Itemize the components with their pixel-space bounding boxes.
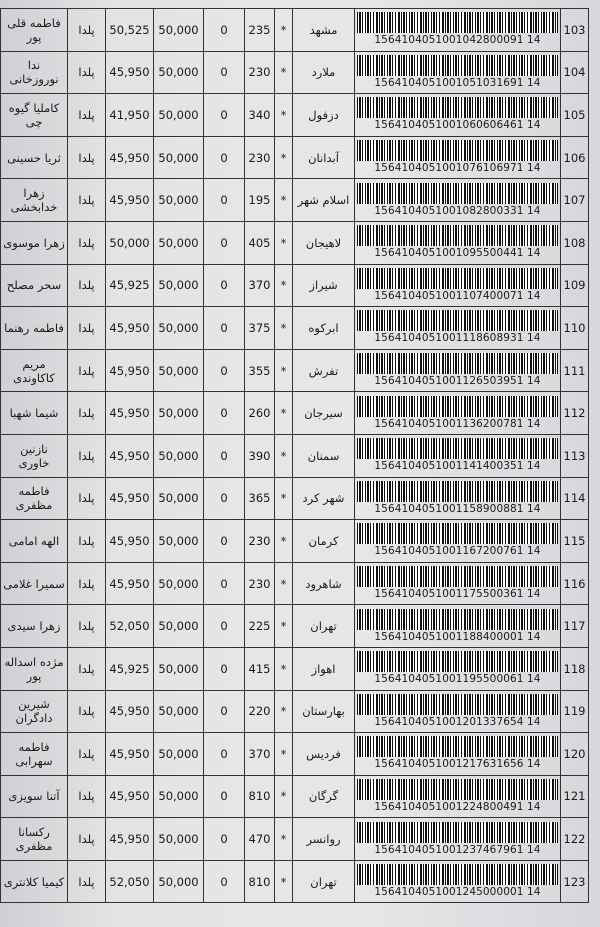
barcode-image bbox=[357, 97, 558, 118]
fee-amount: 50,000 bbox=[154, 136, 204, 179]
table-row bbox=[1, 647, 589, 690]
destination-city: دزفول bbox=[293, 94, 355, 137]
asterisk-mark: * bbox=[275, 860, 293, 903]
barcode-cell bbox=[355, 51, 561, 94]
total-amount: 50,000 bbox=[106, 221, 154, 264]
weight: 230 bbox=[245, 51, 275, 94]
total-amount: 45,950 bbox=[106, 690, 154, 733]
asterisk-mark: * bbox=[275, 221, 293, 264]
tracking-code: 1564104051001195500061 14 bbox=[374, 673, 541, 686]
tracking-code: 1564104051001136200781 14 bbox=[374, 417, 541, 430]
tracking-code: 1564104051001107400071 14 bbox=[374, 289, 541, 302]
barcode-image bbox=[357, 225, 558, 246]
fee-amount: 50,000 bbox=[154, 562, 204, 605]
barcode-cell bbox=[355, 690, 561, 733]
table-row bbox=[1, 477, 589, 520]
table-row bbox=[1, 307, 589, 350]
total-amount: 50,525 bbox=[106, 9, 154, 52]
service-type: پلدا bbox=[68, 392, 106, 435]
barcode-image bbox=[357, 694, 558, 715]
total-amount: 45,950 bbox=[106, 477, 154, 520]
destination-city: روانسر bbox=[293, 818, 355, 861]
destination-city: فردیس bbox=[293, 733, 355, 776]
service-type: پلدا bbox=[68, 9, 106, 52]
barcode-image bbox=[357, 864, 558, 885]
barcode-cell bbox=[355, 562, 561, 605]
recipient-name: سمیرا غلامی bbox=[1, 562, 68, 605]
weight: 230 bbox=[245, 136, 275, 179]
total-amount: 45,950 bbox=[106, 434, 154, 477]
table-row bbox=[1, 264, 589, 307]
extra-amount: 0 bbox=[204, 520, 245, 563]
destination-city: اهواز bbox=[293, 647, 355, 690]
service-type: پلدا bbox=[68, 221, 106, 264]
table-row bbox=[1, 179, 589, 222]
barcode-cell bbox=[355, 9, 561, 52]
service-type: پلدا bbox=[68, 605, 106, 648]
row-number: 103 bbox=[561, 9, 589, 52]
service-type: پلدا bbox=[68, 520, 106, 563]
weight: 355 bbox=[245, 349, 275, 392]
recipient-name: زهرا خدابخشی bbox=[1, 179, 68, 222]
service-type: پلدا bbox=[68, 179, 106, 222]
total-amount: 45,950 bbox=[106, 775, 154, 818]
table-row bbox=[1, 605, 589, 648]
weight: 230 bbox=[245, 562, 275, 605]
table-row bbox=[1, 434, 589, 477]
row-number: 122 bbox=[561, 818, 589, 861]
tracking-code: 1564104051001095500441 14 bbox=[374, 247, 541, 260]
asterisk-mark: * bbox=[275, 690, 293, 733]
table-row bbox=[1, 562, 589, 605]
barcode-image bbox=[357, 481, 558, 502]
destination-city: کرمان bbox=[293, 520, 355, 563]
extra-amount: 0 bbox=[204, 392, 245, 435]
barcode-cell bbox=[355, 733, 561, 776]
row-number: 108 bbox=[561, 221, 589, 264]
barcode-cell bbox=[355, 775, 561, 818]
destination-city: بهارستان bbox=[293, 690, 355, 733]
tracking-code: 1564104051001175500361 14 bbox=[374, 588, 541, 601]
barcode-image bbox=[357, 55, 558, 76]
total-amount: 45,950 bbox=[106, 818, 154, 861]
barcode-cell bbox=[355, 818, 561, 861]
asterisk-mark: * bbox=[275, 392, 293, 435]
barcode-cell bbox=[355, 264, 561, 307]
tracking-code: 1564104051001141400351 14 bbox=[374, 460, 541, 473]
row-number: 107 bbox=[561, 179, 589, 222]
extra-amount: 0 bbox=[204, 605, 245, 648]
service-type: پلدا bbox=[68, 818, 106, 861]
row-number: 116 bbox=[561, 562, 589, 605]
service-type: پلدا bbox=[68, 307, 106, 350]
fee-amount: 50,000 bbox=[154, 733, 204, 776]
barcode-cell bbox=[355, 860, 561, 903]
total-amount: 45,950 bbox=[106, 307, 154, 350]
asterisk-mark: * bbox=[275, 562, 293, 605]
fee-amount: 50,000 bbox=[154, 434, 204, 477]
table-row bbox=[1, 51, 589, 94]
destination-city: ابرکوه bbox=[293, 307, 355, 350]
recipient-name: کاملیا گیوه چی bbox=[1, 94, 68, 137]
extra-amount: 0 bbox=[204, 94, 245, 137]
barcode-image bbox=[357, 438, 558, 459]
asterisk-mark: * bbox=[275, 264, 293, 307]
tracking-code: 1564104051001051031691 14 bbox=[374, 76, 541, 89]
fee-amount: 50,000 bbox=[154, 520, 204, 563]
barcode-cell bbox=[355, 477, 561, 520]
destination-city: مشهد bbox=[293, 9, 355, 52]
table-row bbox=[1, 9, 589, 52]
destination-city: شاهرود bbox=[293, 562, 355, 605]
total-amount: 45,925 bbox=[106, 264, 154, 307]
fee-amount: 50,000 bbox=[154, 179, 204, 222]
asterisk-mark: * bbox=[275, 520, 293, 563]
asterisk-mark: * bbox=[275, 818, 293, 861]
row-number: 121 bbox=[561, 775, 589, 818]
total-amount: 45,925 bbox=[106, 647, 154, 690]
barcode-image bbox=[357, 268, 558, 289]
asterisk-mark: * bbox=[275, 307, 293, 350]
weight: 365 bbox=[245, 477, 275, 520]
table-row bbox=[1, 136, 589, 179]
recipient-name: آتنا سویزی bbox=[1, 775, 68, 818]
destination-city: سیرجان bbox=[293, 392, 355, 435]
recipient-name: مژده اسداله پور bbox=[1, 647, 68, 690]
barcode-cell bbox=[355, 605, 561, 648]
table-row bbox=[1, 349, 589, 392]
table-row bbox=[1, 775, 589, 818]
fee-amount: 50,000 bbox=[154, 690, 204, 733]
total-amount: 52,050 bbox=[106, 605, 154, 648]
barcode-image bbox=[357, 396, 558, 417]
weight: 260 bbox=[245, 392, 275, 435]
row-number: 120 bbox=[561, 733, 589, 776]
weight: 340 bbox=[245, 94, 275, 137]
table-row bbox=[1, 818, 589, 861]
row-number: 104 bbox=[561, 51, 589, 94]
table-row bbox=[1, 392, 589, 435]
total-amount: 45,950 bbox=[106, 349, 154, 392]
barcode-image bbox=[357, 353, 558, 374]
fee-amount: 50,000 bbox=[154, 477, 204, 520]
fee-amount: 50,000 bbox=[154, 647, 204, 690]
recipient-name: شیرین دادگران bbox=[1, 690, 68, 733]
barcode-cell bbox=[355, 179, 561, 222]
asterisk-mark: * bbox=[275, 94, 293, 137]
fee-amount: 50,000 bbox=[154, 605, 204, 648]
row-number: 109 bbox=[561, 264, 589, 307]
row-number: 112 bbox=[561, 392, 589, 435]
row-number: 117 bbox=[561, 605, 589, 648]
extra-amount: 0 bbox=[204, 307, 245, 350]
tracking-code: 1564104051001060606461 14 bbox=[374, 119, 541, 132]
table-row bbox=[1, 520, 589, 563]
fee-amount: 50,000 bbox=[154, 264, 204, 307]
total-amount: 45,950 bbox=[106, 136, 154, 179]
asterisk-mark: * bbox=[275, 605, 293, 648]
tracking-code: 1564104051001201337654 14 bbox=[374, 715, 541, 728]
service-type: پلدا bbox=[68, 136, 106, 179]
total-amount: 52,050 bbox=[106, 860, 154, 903]
barcode-cell bbox=[355, 349, 561, 392]
service-type: پلدا bbox=[68, 562, 106, 605]
barcode-cell bbox=[355, 520, 561, 563]
total-amount: 45,950 bbox=[106, 51, 154, 94]
weight: 370 bbox=[245, 733, 275, 776]
destination-city: لاهیجان bbox=[293, 221, 355, 264]
weight: 810 bbox=[245, 860, 275, 903]
destination-city: اسلام شهر bbox=[293, 179, 355, 222]
fee-amount: 50,000 bbox=[154, 860, 204, 903]
recipient-name: رکسانا مظفری bbox=[1, 818, 68, 861]
extra-amount: 0 bbox=[204, 775, 245, 818]
row-number: 113 bbox=[561, 434, 589, 477]
postal-register-table bbox=[0, 8, 589, 903]
asterisk-mark: * bbox=[275, 775, 293, 818]
fee-amount: 50,000 bbox=[154, 775, 204, 818]
barcode-cell bbox=[355, 94, 561, 137]
row-number: 110 bbox=[561, 307, 589, 350]
extra-amount: 0 bbox=[204, 477, 245, 520]
recipient-name: شیما شهبا bbox=[1, 392, 68, 435]
recipient-name: فاطمه رهنما bbox=[1, 307, 68, 350]
tracking-code: 1564104051001076106971 14 bbox=[374, 162, 541, 175]
barcode-image bbox=[357, 310, 558, 331]
weight: 405 bbox=[245, 221, 275, 264]
destination-city: آبدانان bbox=[293, 136, 355, 179]
barcode-cell bbox=[355, 307, 561, 350]
barcode-image bbox=[357, 651, 558, 672]
total-amount: 45,950 bbox=[106, 392, 154, 435]
table-row bbox=[1, 690, 589, 733]
extra-amount: 0 bbox=[204, 818, 245, 861]
asterisk-mark: * bbox=[275, 647, 293, 690]
barcode-cell bbox=[355, 434, 561, 477]
service-type: پلدا bbox=[68, 647, 106, 690]
extra-amount: 0 bbox=[204, 264, 245, 307]
row-number: 114 bbox=[561, 477, 589, 520]
extra-amount: 0 bbox=[204, 51, 245, 94]
tracking-code: 1564104051001237467961 14 bbox=[374, 843, 541, 856]
barcode-cell bbox=[355, 647, 561, 690]
row-number: 111 bbox=[561, 349, 589, 392]
weight: 375 bbox=[245, 307, 275, 350]
extra-amount: 0 bbox=[204, 434, 245, 477]
row-number: 115 bbox=[561, 520, 589, 563]
asterisk-mark: * bbox=[275, 733, 293, 776]
weight: 235 bbox=[245, 9, 275, 52]
fee-amount: 50,000 bbox=[154, 818, 204, 861]
extra-amount: 0 bbox=[204, 860, 245, 903]
fee-amount: 50,000 bbox=[154, 9, 204, 52]
destination-city: شیراز bbox=[293, 264, 355, 307]
destination-city: ملارد bbox=[293, 51, 355, 94]
destination-city: شهر کرد bbox=[293, 477, 355, 520]
weight: 230 bbox=[245, 520, 275, 563]
asterisk-mark: * bbox=[275, 434, 293, 477]
table-body bbox=[1, 9, 589, 903]
recipient-name: نازنین خاوری bbox=[1, 434, 68, 477]
service-type: پلدا bbox=[68, 733, 106, 776]
total-amount: 45,950 bbox=[106, 562, 154, 605]
tracking-code: 1564104051001158900881 14 bbox=[374, 502, 541, 515]
fee-amount: 50,000 bbox=[154, 221, 204, 264]
service-type: پلدا bbox=[68, 477, 106, 520]
table-row bbox=[1, 94, 589, 137]
tracking-code: 1564104051001245000001 14 bbox=[374, 886, 541, 899]
barcode-image bbox=[357, 566, 558, 587]
service-type: پلدا bbox=[68, 860, 106, 903]
weight: 370 bbox=[245, 264, 275, 307]
asterisk-mark: * bbox=[275, 136, 293, 179]
total-amount: 45,950 bbox=[106, 179, 154, 222]
service-type: پلدا bbox=[68, 94, 106, 137]
barcode-image bbox=[357, 609, 558, 630]
table-row bbox=[1, 860, 589, 903]
barcode-cell bbox=[355, 221, 561, 264]
weight: 810 bbox=[245, 775, 275, 818]
barcode-image bbox=[357, 736, 558, 757]
service-type: پلدا bbox=[68, 775, 106, 818]
extra-amount: 0 bbox=[204, 647, 245, 690]
row-number: 123 bbox=[561, 860, 589, 903]
tracking-code: 1564104051001042800091 14 bbox=[374, 34, 541, 47]
asterisk-mark: * bbox=[275, 349, 293, 392]
recipient-name: زهرا سیدی bbox=[1, 605, 68, 648]
destination-city: سمنان bbox=[293, 434, 355, 477]
recipient-name: ثریا حسینی bbox=[1, 136, 68, 179]
asterisk-mark: * bbox=[275, 477, 293, 520]
destination-city: تهران bbox=[293, 605, 355, 648]
asterisk-mark: * bbox=[275, 51, 293, 94]
fee-amount: 50,000 bbox=[154, 349, 204, 392]
weight: 390 bbox=[245, 434, 275, 477]
service-type: پلدا bbox=[68, 690, 106, 733]
recipient-name: سحر مصلح bbox=[1, 264, 68, 307]
extra-amount: 0 bbox=[204, 562, 245, 605]
asterisk-mark: * bbox=[275, 9, 293, 52]
tracking-code: 1564104051001126503951 14 bbox=[374, 375, 541, 388]
extra-amount: 0 bbox=[204, 136, 245, 179]
fee-amount: 50,000 bbox=[154, 94, 204, 137]
asterisk-mark: * bbox=[275, 179, 293, 222]
barcode-cell bbox=[355, 136, 561, 179]
recipient-name: فاطمه مظفری bbox=[1, 477, 68, 520]
recipient-name: الهه امامی bbox=[1, 520, 68, 563]
barcode-cell bbox=[355, 392, 561, 435]
tracking-code: 1564104051001188400001 14 bbox=[374, 630, 541, 643]
fee-amount: 50,000 bbox=[154, 392, 204, 435]
barcode-image bbox=[357, 779, 558, 800]
recipient-name: زهرا موسوی bbox=[1, 221, 68, 264]
row-number: 118 bbox=[561, 647, 589, 690]
table-row bbox=[1, 221, 589, 264]
service-type: پلدا bbox=[68, 51, 106, 94]
total-amount: 45,950 bbox=[106, 520, 154, 563]
tracking-code: 1564104051001217631656 14 bbox=[374, 758, 541, 771]
extra-amount: 0 bbox=[204, 349, 245, 392]
barcode-image bbox=[357, 140, 558, 161]
extra-amount: 0 bbox=[204, 733, 245, 776]
recipient-name: مریم کاکاوندی bbox=[1, 349, 68, 392]
barcode-image bbox=[357, 12, 558, 33]
weight: 470 bbox=[245, 818, 275, 861]
service-type: پلدا bbox=[68, 264, 106, 307]
recipient-name: ندا نوروزخانی bbox=[1, 51, 68, 94]
table-row bbox=[1, 733, 589, 776]
weight: 220 bbox=[245, 690, 275, 733]
tracking-code: 1564104051001224800491 14 bbox=[374, 800, 541, 813]
recipient-name: فاطمه سهرابی bbox=[1, 733, 68, 776]
weight: 195 bbox=[245, 179, 275, 222]
extra-amount: 0 bbox=[204, 9, 245, 52]
recipient-name: کیمیا کلانتری bbox=[1, 860, 68, 903]
fee-amount: 50,000 bbox=[154, 51, 204, 94]
tracking-code: 1564104051001118608931 14 bbox=[374, 332, 541, 345]
weight: 415 bbox=[245, 647, 275, 690]
row-number: 105 bbox=[561, 94, 589, 137]
tracking-code: 1564104051001167200761 14 bbox=[374, 545, 541, 558]
extra-amount: 0 bbox=[204, 179, 245, 222]
destination-city: تفرش bbox=[293, 349, 355, 392]
barcode-image bbox=[357, 822, 558, 843]
total-amount: 41,950 bbox=[106, 94, 154, 137]
destination-city: گرگان bbox=[293, 775, 355, 818]
barcode-image bbox=[357, 523, 558, 544]
row-number: 119 bbox=[561, 690, 589, 733]
total-amount: 45,950 bbox=[106, 733, 154, 776]
fee-amount: 50,000 bbox=[154, 307, 204, 350]
destination-city: تهران bbox=[293, 860, 355, 903]
extra-amount: 0 bbox=[204, 221, 245, 264]
extra-amount: 0 bbox=[204, 690, 245, 733]
service-type: پلدا bbox=[68, 434, 106, 477]
service-type: پلدا bbox=[68, 349, 106, 392]
row-number: 106 bbox=[561, 136, 589, 179]
barcode-image bbox=[357, 183, 558, 204]
recipient-name: فاطمه قلی پور bbox=[1, 9, 68, 52]
tracking-code: 1564104051001082800331 14 bbox=[374, 204, 541, 217]
weight: 225 bbox=[245, 605, 275, 648]
